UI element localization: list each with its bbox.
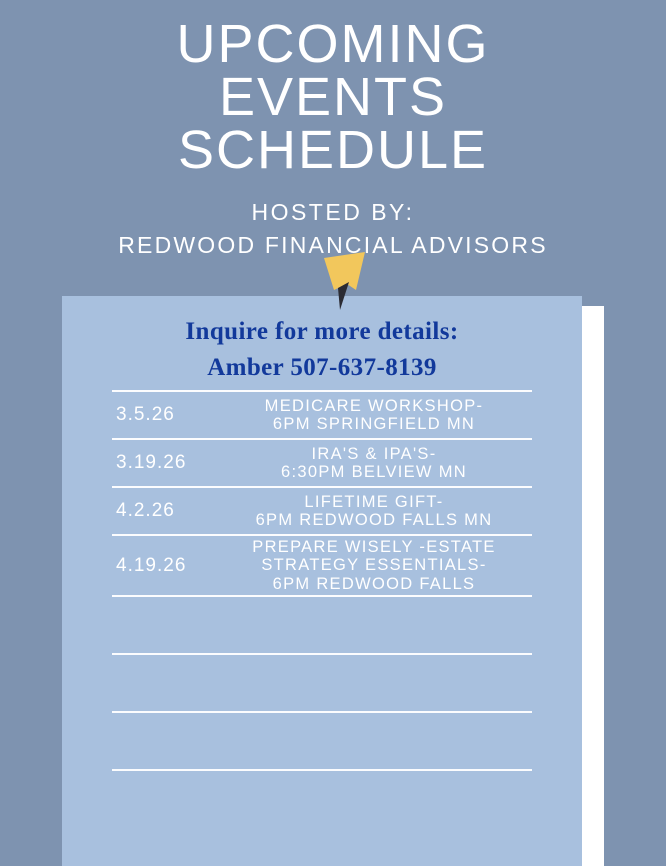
event-date: 4.2.26 — [116, 500, 175, 521]
table-row — [112, 440, 532, 486]
page-title — [0, 0, 666, 180]
rule-line — [112, 595, 532, 597]
event-description-line: IRA'S & IPA'S- — [311, 444, 437, 463]
event-description — [222, 538, 532, 593]
event-description — [222, 397, 532, 434]
event-description-line: 6:30PM BELVIEW MN — [281, 463, 467, 481]
blank-row — [112, 713, 532, 769]
blank-row — [112, 597, 532, 653]
event-description-line: PREPARE WISELY -ESTATE — [252, 538, 496, 556]
event-description-line: LIFETIME GIFT- — [304, 492, 444, 511]
event-description — [222, 493, 532, 530]
host-name: REDWOOD FINANCIAL ADVISORS — [118, 231, 548, 258]
event-description-line: STRATEGY ESSENTIALS- — [261, 556, 487, 575]
blank-row — [112, 655, 532, 711]
title-line-1: UPCOMING — [176, 14, 490, 74]
event-description-line: 6PM REDWOOD FALLS — [272, 574, 476, 593]
event-description — [222, 445, 532, 482]
rule-line — [112, 769, 532, 771]
rule-line — [112, 486, 532, 488]
inquire-label: Inquire for more details: — [185, 318, 459, 345]
event-date: 3.19.26 — [116, 452, 187, 473]
rule-line — [112, 438, 532, 440]
poster-header — [0, 0, 666, 259]
table-row — [112, 392, 532, 438]
title-line-3: SCHEDULE — [177, 119, 489, 180]
rule-line — [112, 653, 532, 655]
table-row — [112, 536, 532, 595]
event-date: 4.19.26 — [116, 554, 187, 576]
hosted-by-label: HOSTED BY: — [251, 198, 415, 225]
event-description-line: 6PM SPRINGFIELD MN — [272, 415, 476, 433]
title-line-2: EVENTS — [218, 66, 448, 127]
rule-line — [112, 711, 532, 713]
table-row — [112, 488, 532, 534]
rule-line — [112, 390, 532, 392]
contact-phone: Amber 507-637-8139 — [207, 354, 437, 381]
events-list — [62, 390, 582, 771]
rule-line — [112, 534, 532, 536]
event-description-line: 6PM REDWOOD FALLS MN — [255, 511, 493, 529]
event-description-line: MEDICARE WORKSHOP- — [264, 396, 484, 415]
paper-content — [62, 296, 582, 866]
event-date: 3.5.26 — [116, 404, 175, 425]
